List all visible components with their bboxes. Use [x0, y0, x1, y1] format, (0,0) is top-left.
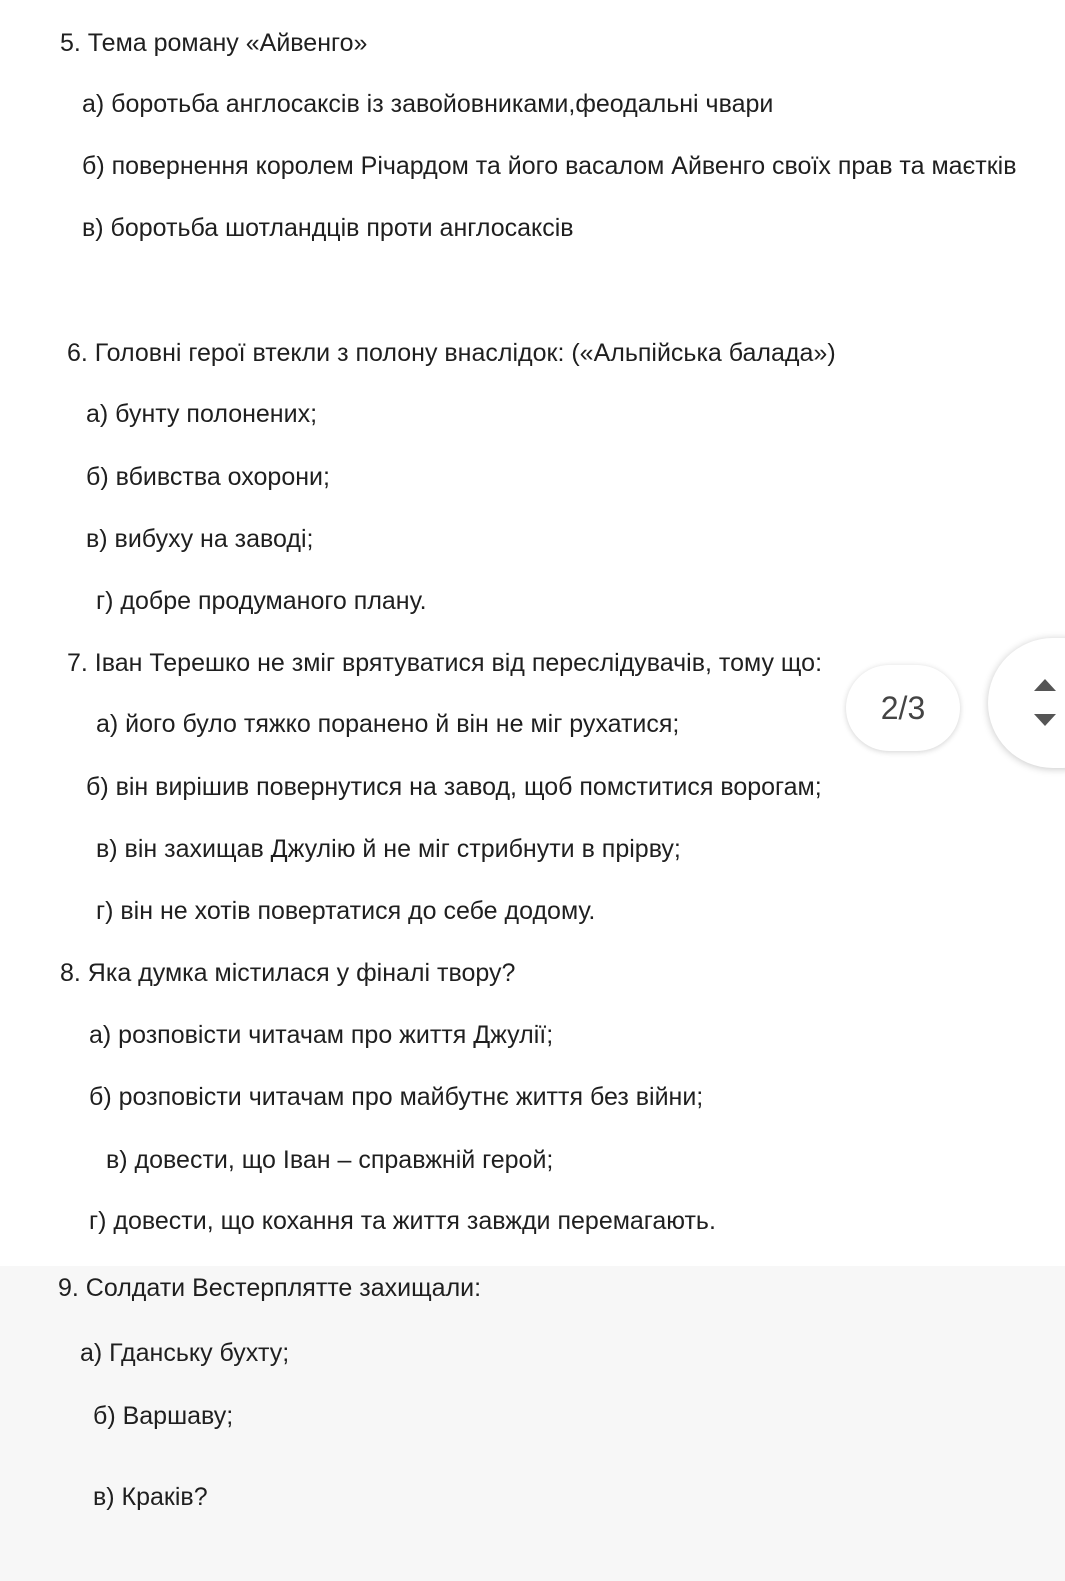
question-7-option-a: а) його було тяжко поранено й він не міг рухатися;	[96, 710, 680, 738]
question-5-option-c: в) боротьба шотландців проти англосаксів	[82, 214, 574, 242]
question-8-option-b: б) розповісти читачам про майбутнє життя без війни;	[89, 1083, 704, 1111]
question-7-option-b: б) він вирішив повернутися на завод, щоб помститися ворогам;	[86, 773, 822, 801]
question-5-option-b: б) повернення королем Річардом та його васалом Айвенго своїх прав та маєтків	[82, 152, 1017, 180]
question-6-option-c: в) вибуху на заводі;	[86, 525, 314, 553]
question-8-text: 8. Яка думка містилася у фіналі твору?	[60, 959, 516, 987]
question-9-option-a: а) Гданську бухту;	[80, 1339, 290, 1367]
question-9-option-c: в) Краків?	[93, 1483, 208, 1511]
question-7-option-d: г) він не хотів повертатися до себе додому.	[96, 897, 596, 925]
page-indicator-text: 2/3	[880, 689, 926, 726]
question-5-option-a: а) боротьба англосаксів із завойовниками,феодальні чвари	[82, 90, 774, 118]
question-7-option-c: в) він захищав Джулію й не міг стрибнути в прірву;	[96, 835, 681, 863]
question-7-text: 7. Іван Терешко не зміг врятуватися від переслідувачів, тому що:	[67, 649, 823, 677]
question-6-option-d: г) добре продуманого плану.	[96, 587, 427, 615]
page-indicator	[846, 665, 960, 751]
arrow-down-icon[interactable]	[1034, 714, 1056, 726]
question-8-option-a: а) розповісти читачам про життя Джулії;	[89, 1021, 554, 1049]
question-9-text: 9. Солдати Вестерплятте захищали:	[58, 1274, 482, 1302]
question-8-option-d: г) довести, що кохання та життя завжди перемагають.	[89, 1207, 716, 1235]
question-5-text: 5. Тема роману «Айвенго»	[60, 29, 368, 57]
question-6-option-a: а) бунту полонених;	[86, 400, 318, 428]
question-9-option-b: б) Варшаву;	[93, 1402, 234, 1430]
question-6-option-b: б) вбивства охорони;	[86, 463, 330, 491]
question-8-option-c: в) довести, що Іван – справжній герой;	[106, 1146, 554, 1174]
scroll-control[interactable]	[988, 638, 1065, 768]
arrow-up-icon[interactable]	[1034, 679, 1056, 691]
question-6-text: 6. Головні герої втекли з полону внаслідок: («Альпійська балада»)	[67, 339, 836, 367]
